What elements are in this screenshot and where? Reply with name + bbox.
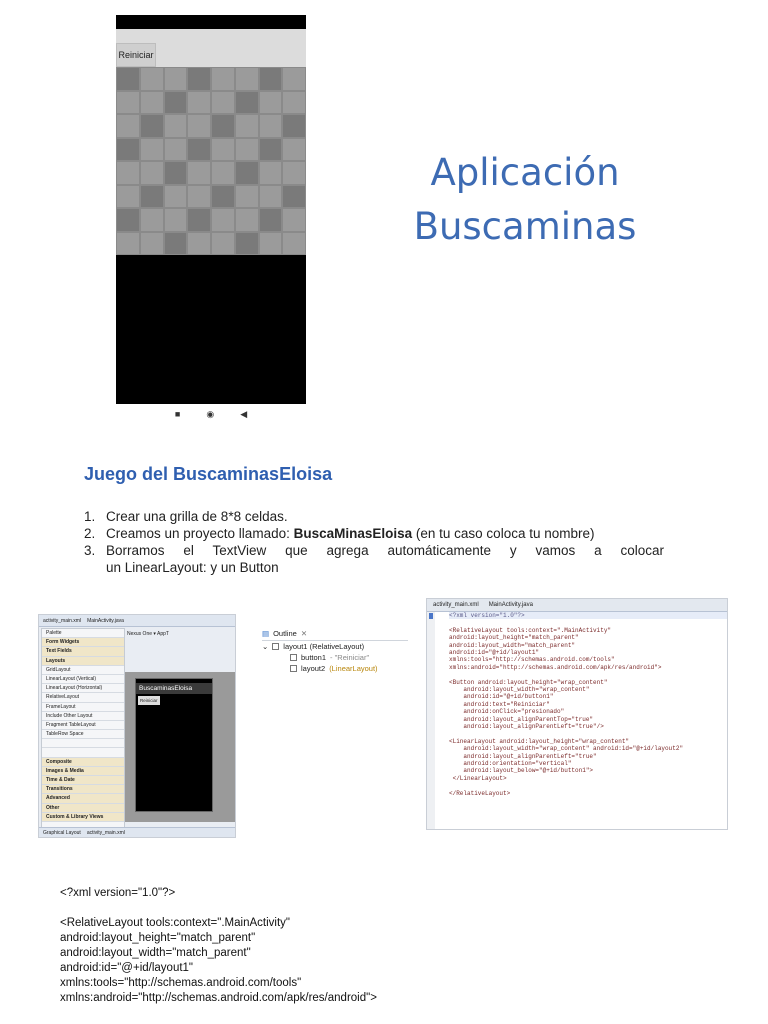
layout-bottom-tabs <box>39 827 236 837</box>
grid-cell[interactable] <box>116 185 140 209</box>
step-number: 2. <box>84 526 96 541</box>
home-icon[interactable]: ◉ <box>206 408 215 419</box>
section-heading: Juego del BuscaminasEloisa <box>84 464 333 484</box>
palette-item[interactable]: LinearLayout (Horizontal) <box>42 684 124 693</box>
palette-item[interactable]: FrameLayout <box>42 703 124 712</box>
code-line <box>449 671 727 678</box>
grid-cell[interactable] <box>140 232 164 256</box>
code-line: android:layout_alignParentTop="true" <box>449 715 594 723</box>
step-text-line-1: Borramos el TextView que agrega automáticamente y vamos a colocar <box>106 543 664 558</box>
palette-panel <box>41 628 125 830</box>
code-line: <RelativeLayout tools:context=".MainActivity" <box>449 626 612 634</box>
outline-header <box>262 626 408 641</box>
grid-cell[interactable] <box>116 138 140 162</box>
tab-main-activity[interactable]: MainActivity.java <box>87 617 124 624</box>
grid-cell[interactable] <box>187 138 211 162</box>
grid-cell[interactable] <box>140 185 164 209</box>
code-line: <LinearLayout android:layout_height="wrap_content" <box>449 737 630 745</box>
code-line: android:onClick="presionado" <box>449 708 565 716</box>
palette-category[interactable]: Custom & Library Views <box>42 813 124 822</box>
outline-child-sub: - "Reiniciar" <box>330 653 370 662</box>
grid-cell[interactable] <box>282 67 306 91</box>
code-line <box>449 730 727 737</box>
palette-category[interactable]: Form Widgets <box>42 638 124 647</box>
palette-item[interactable] <box>42 739 124 748</box>
grid-cell[interactable] <box>282 232 306 256</box>
palette-category[interactable]: Advanced <box>42 794 124 803</box>
grid-cell[interactable] <box>187 91 211 115</box>
outline-title: Outline <box>273 628 297 638</box>
grid-cell[interactable] <box>164 138 188 162</box>
grid-cell[interactable] <box>259 91 283 115</box>
palette-category[interactable]: Transitions <box>42 785 124 794</box>
grid-cell[interactable] <box>211 232 235 256</box>
grid-cell[interactable] <box>116 67 140 91</box>
palette-category[interactable]: Layouts <box>42 657 124 666</box>
outline-child-sub: (LinearLayout) <box>329 664 378 673</box>
grid-cell[interactable] <box>164 91 188 115</box>
palette-item[interactable]: Include Other Layout <box>42 712 124 721</box>
grid-cell[interactable] <box>211 67 235 91</box>
grid-cell[interactable] <box>259 208 283 232</box>
grid-cell[interactable] <box>164 67 188 91</box>
step-text-pre: Creamos un proyecto llamado: <box>106 526 294 541</box>
layout-icon <box>272 643 279 650</box>
layout-canvas <box>125 672 235 822</box>
palette-item[interactable]: Palette <box>42 629 124 638</box>
code-line: </RelativeLayout> <box>449 789 511 797</box>
code-line: android:layout_height="match_parent" <box>60 932 256 944</box>
grid-cell[interactable] <box>140 114 164 138</box>
back-icon[interactable]: ◀ <box>240 408 248 419</box>
project-name: BuscaMinasEloisa <box>293 526 413 541</box>
outline-child-label: button1 <box>301 653 327 662</box>
grid-cell[interactable] <box>282 208 306 232</box>
grid-cell[interactable] <box>259 161 283 185</box>
grid-cell[interactable] <box>164 232 188 256</box>
code-line: android:layout_alignParentLeft="true"/> <box>449 723 604 731</box>
steps-list <box>84 508 664 576</box>
grid-cell[interactable] <box>116 161 140 185</box>
grid-cell[interactable] <box>211 138 235 162</box>
palette-item[interactable]: GridLayout <box>42 666 124 675</box>
editor-tabs <box>39 615 235 627</box>
palette-item[interactable]: Fragment TableLayout <box>42 721 124 730</box>
grid-cell[interactable] <box>282 185 306 209</box>
palette-item[interactable]: LinearLayout (Vertical) <box>42 675 124 684</box>
xml-code[interactable] <box>427 612 727 829</box>
step-text-post: (en tu caso coloca tu nombre) <box>412 526 595 541</box>
status-bar <box>116 15 306 29</box>
eclipse-layout-screenshot <box>38 614 236 838</box>
outline-root-row[interactable] <box>262 641 408 652</box>
xml-editor-screenshot <box>426 598 728 830</box>
code-line <box>449 782 727 789</box>
code-line: <Button android:layout_height="wrap_content" <box>449 678 608 686</box>
android-nav-bar <box>116 408 306 420</box>
grid-cell[interactable] <box>235 67 259 91</box>
code-line: </LinearLayout> <box>449 774 507 782</box>
device-reiniciar-button[interactable]: Reiniciar <box>140 698 158 703</box>
grid-cell[interactable] <box>211 114 235 138</box>
grid-cell[interactable] <box>140 208 164 232</box>
minesweeper-grid <box>116 67 306 255</box>
tab-xml-source[interactable]: activity_main.xml <box>86 829 125 836</box>
code-line: android:layout_height="match_parent" <box>449 634 579 642</box>
outline-panel <box>262 626 408 686</box>
step-number: 3. <box>84 543 96 558</box>
grid-cell[interactable] <box>187 208 211 232</box>
grid-cell[interactable] <box>211 208 235 232</box>
palette-category[interactable]: Other <box>42 804 124 813</box>
grid-cell[interactable] <box>211 91 235 115</box>
code-line: xmlns:tools="http://schemas.android.com/tools" <box>60 977 302 989</box>
code-line: android:id="@+id/layout1" <box>60 962 194 974</box>
close-icon[interactable]: ✕ <box>300 628 308 638</box>
step-item <box>84 542 664 576</box>
layout-toolbar[interactable]: Nexus One ▾ AppT <box>127 631 169 637</box>
grid-cell[interactable] <box>282 91 306 115</box>
grid-cell[interactable] <box>235 208 259 232</box>
grid-cell[interactable] <box>164 161 188 185</box>
grid-cell[interactable] <box>140 161 164 185</box>
code-line: android:layout_width="wrap_content" android:id="@+id/layout2" <box>449 745 684 753</box>
chevron-down-icon[interactable]: ⌄ <box>262 642 269 651</box>
code-line: android:layout_width="match_parent" <box>449 641 576 649</box>
step-text <box>106 542 664 576</box>
code-line: android:orientation="vertical" <box>449 760 572 768</box>
code-line: xmlns:android="http://schemas.android.com/apk/res/android"> <box>60 992 377 1004</box>
palette-item[interactable] <box>42 748 124 757</box>
grid-cell[interactable] <box>259 67 283 91</box>
grid-cell[interactable] <box>259 114 283 138</box>
app-bar <box>116 29 306 67</box>
grid-cell[interactable] <box>259 138 283 162</box>
grid-cell[interactable] <box>187 161 211 185</box>
code-line <box>449 619 727 626</box>
grid-cell[interactable] <box>164 208 188 232</box>
reiniciar-button[interactable]: Reiniciar <box>116 43 156 67</box>
outline-child-row[interactable] <box>262 663 408 674</box>
grid-cell[interactable] <box>235 185 259 209</box>
step-item <box>84 525 664 542</box>
grid-cell[interactable] <box>140 67 164 91</box>
grid-cell[interactable] <box>187 232 211 256</box>
step-text: Crear una grilla de 8*8 celdas. <box>106 509 288 524</box>
grid-cell[interactable] <box>282 138 306 162</box>
grid-cell[interactable] <box>187 67 211 91</box>
grid-cell[interactable] <box>116 114 140 138</box>
layout-icon <box>290 665 297 672</box>
grid-cell[interactable] <box>282 114 306 138</box>
palette-item[interactable]: RelativeLayout <box>42 693 124 702</box>
code-line: <RelativeLayout tools:context=".MainActivity" <box>60 917 290 929</box>
grid-cell[interactable] <box>140 91 164 115</box>
recent-apps-icon[interactable]: ■ <box>174 409 181 419</box>
grid-cell[interactable] <box>282 161 306 185</box>
editor-tabs <box>427 599 727 612</box>
grid-cell[interactable] <box>116 208 140 232</box>
layout-editor <box>125 628 235 828</box>
grid-cell[interactable] <box>235 161 259 185</box>
code-line: xmlns:tools="http://schemas.android.com/tools" <box>449 656 615 664</box>
grid-cell[interactable] <box>211 161 235 185</box>
grid-cell[interactable] <box>235 232 259 256</box>
palette-item[interactable]: TableRow Space <box>42 730 124 739</box>
code-line: android:text="Reiniciar" <box>449 700 550 708</box>
outline-child-label: layout2 <box>301 664 326 673</box>
step-item <box>84 508 664 525</box>
palette-category[interactable]: Text Fields <box>42 647 124 656</box>
outline-icon: ▤ <box>262 628 270 638</box>
title-line-2: Buscaminas <box>413 205 637 248</box>
code-line: xmlns:android="http://schemas.android.com/apk/res/android"> <box>449 663 662 671</box>
step-number: 1. <box>84 509 96 524</box>
code-line: android:layout_below="@+id/button1"> <box>449 767 594 775</box>
step-text-line-2: un LinearLayout: y un Button <box>106 560 279 575</box>
palette-category[interactable]: Time & Date <box>42 776 124 785</box>
code-line: <?xml version="1.0"?> <box>449 612 727 619</box>
page-title <box>370 146 680 254</box>
tab-main-activity[interactable]: MainActivity.java <box>488 602 533 608</box>
grid-cell[interactable] <box>235 91 259 115</box>
grid-cell[interactable] <box>164 114 188 138</box>
device-app-title: BuscaminasEloisa <box>136 683 212 694</box>
title-line-1: Aplicación <box>430 151 620 194</box>
tab-activity-main[interactable]: activity_main.xml <box>433 602 479 608</box>
code-line: android:id="@+id/layout1" <box>449 649 540 657</box>
grid-cell[interactable] <box>235 138 259 162</box>
tab-activity-main[interactable]: activity_main.xml <box>43 617 82 624</box>
grid-cell[interactable] <box>116 232 140 256</box>
code-line: <?xml version="1.0"?> <box>60 887 176 899</box>
code-line: android:id="@+id/button1" <box>449 693 554 701</box>
grid-cell[interactable] <box>164 185 188 209</box>
palette-category[interactable]: Images & Media <box>42 767 124 776</box>
step-text <box>106 525 664 542</box>
device-preview <box>135 678 213 812</box>
code-line: android:layout_width="wrap_content" <box>449 686 590 694</box>
grid-cell[interactable] <box>235 114 259 138</box>
tab-graphical-layout[interactable]: Graphical Layout <box>43 829 81 836</box>
code-line <box>60 901 377 916</box>
phone-screenshot <box>116 15 306 404</box>
grid-cell[interactable] <box>187 185 211 209</box>
grid-cell[interactable] <box>211 185 235 209</box>
button-icon <box>290 654 297 661</box>
grid-cell[interactable] <box>187 114 211 138</box>
cursor-marker <box>429 613 433 619</box>
code-line: android:layout_width="match_parent" <box>60 947 251 959</box>
grid-cell[interactable] <box>259 185 283 209</box>
code-listing <box>60 886 377 1006</box>
grid-cell[interactable] <box>140 138 164 162</box>
grid-cell[interactable] <box>259 232 283 256</box>
code-line: android:layout_alignParentLeft="true" <box>449 752 597 760</box>
outline-child-row[interactable] <box>262 652 408 663</box>
grid-cell[interactable] <box>116 91 140 115</box>
palette-category[interactable]: Composite <box>42 758 124 767</box>
outline-root-label: layout1 (RelativeLayout) <box>283 642 365 651</box>
